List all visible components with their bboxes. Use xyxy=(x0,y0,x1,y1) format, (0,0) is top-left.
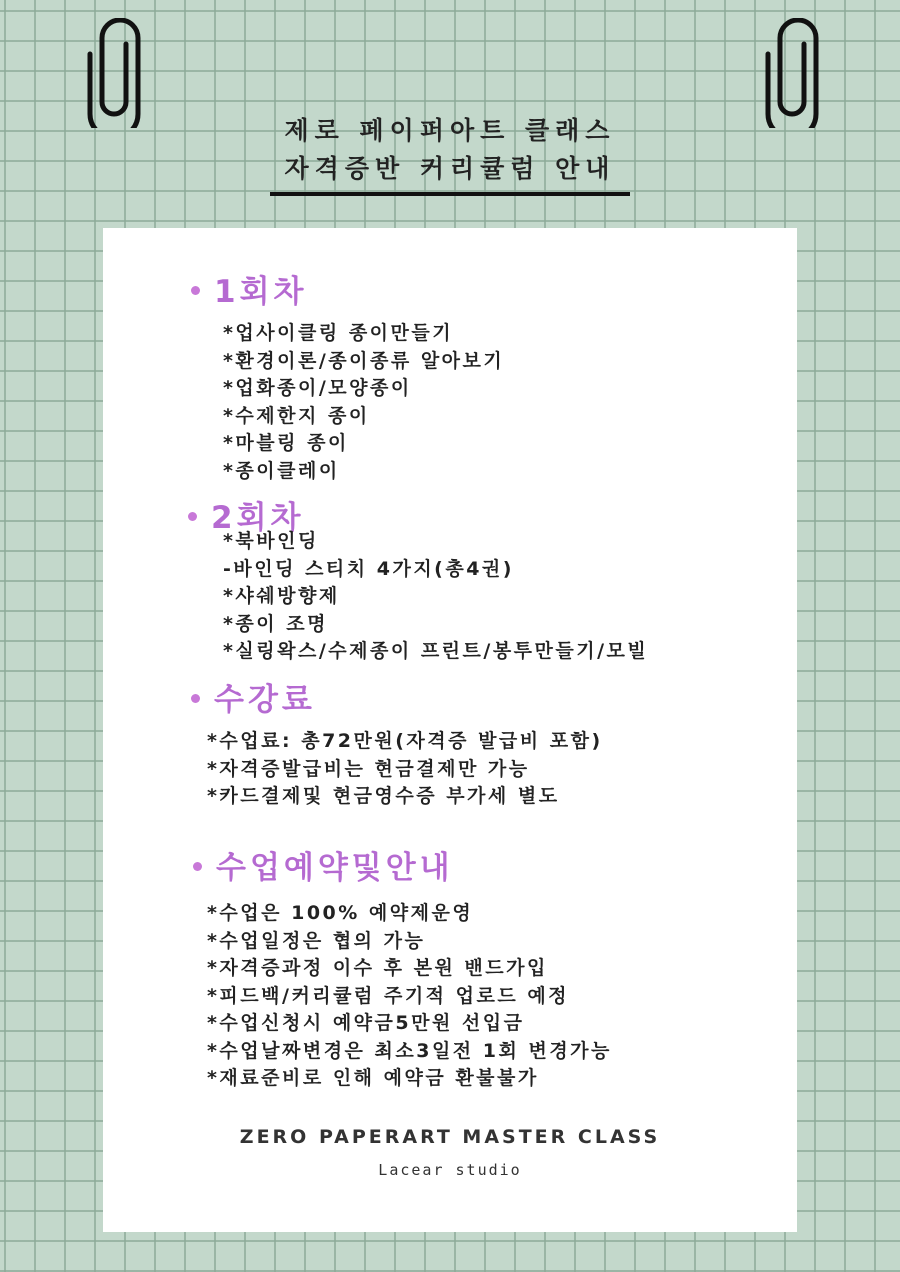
list-item: *샤쉐방향제 xyxy=(223,585,340,607)
bullet-dot-icon xyxy=(191,694,200,703)
fee-list xyxy=(207,728,603,811)
list-item: *수제한지 종이 xyxy=(223,404,370,427)
list-item: *업사이클링 종이만들기 xyxy=(223,322,454,344)
paperclip-icon xyxy=(86,18,142,128)
header-underline xyxy=(270,192,630,196)
section-title-text: 수강료 xyxy=(214,682,316,718)
session1-list xyxy=(223,320,504,485)
section-title-text: 2회차 xyxy=(211,500,305,536)
list-item: *자격증과정 이수 후 본원 밴드가입 xyxy=(207,957,548,979)
bullet-dot-icon xyxy=(188,512,197,521)
section-title-text: 1회차 xyxy=(214,274,308,310)
list-item: *수업일정은 협의 가능 xyxy=(207,929,426,952)
list-item: -바인딩 스티치 4가지(총4권) xyxy=(223,557,514,580)
list-item: *수업날짜변경은 최소3일전 1회 변경가능 xyxy=(207,1039,612,1062)
footer-brand-title: ZERO PAPERART MASTER CLASS xyxy=(239,1126,661,1148)
list-item: *업화종이/모양종이 xyxy=(223,377,412,399)
list-item: *수업신청시 예약금5만원 선입금 xyxy=(207,1012,525,1034)
section-title-booking xyxy=(193,842,454,887)
section-title-session1 xyxy=(191,266,307,311)
section-title-fee xyxy=(191,674,316,719)
paperclip-icon xyxy=(764,18,820,128)
list-item: *환경이론/종이종류 알아보기 xyxy=(223,349,505,372)
header-title-line2: 자격증반 커리큘럼 안내 xyxy=(284,154,616,183)
list-item: *피드백/커리큘럼 주기적 업로드 예정 xyxy=(207,984,570,1007)
bullet-dot-icon xyxy=(191,286,200,295)
list-item: *자격증발급비는 현금결제만 가능 xyxy=(207,757,530,780)
list-item: *마블링 종이 xyxy=(223,432,349,454)
booking-list xyxy=(207,900,612,1093)
list-item: *실링왁스/수제종이 프린트/봉투만들기/모빌 xyxy=(223,640,649,662)
bullet-dot-icon xyxy=(193,862,202,871)
list-item: *수업료: 총72만원(자격증 발급비 포함) xyxy=(207,730,603,752)
section-title-text: 수업예약및안내 xyxy=(216,850,454,886)
curriculum-card xyxy=(103,228,797,1232)
footer-studio-name: Lacear studio xyxy=(378,1161,522,1179)
list-item: *종이 조명 xyxy=(223,612,328,635)
session2-list xyxy=(223,528,648,666)
list-item: *종이클레이 xyxy=(223,459,340,482)
header xyxy=(270,112,630,196)
list-item: *북바인딩 xyxy=(223,530,319,552)
header-title-line1: 제로 페이퍼아트 클래스 xyxy=(284,116,616,145)
list-item: *재료준비로 인해 예약금 환불불가 xyxy=(207,1067,539,1089)
list-item: *카드결제및 현금영수증 부가세 별도 xyxy=(207,785,560,807)
list-item: *수업은 100% 예약제운영 xyxy=(207,902,474,924)
